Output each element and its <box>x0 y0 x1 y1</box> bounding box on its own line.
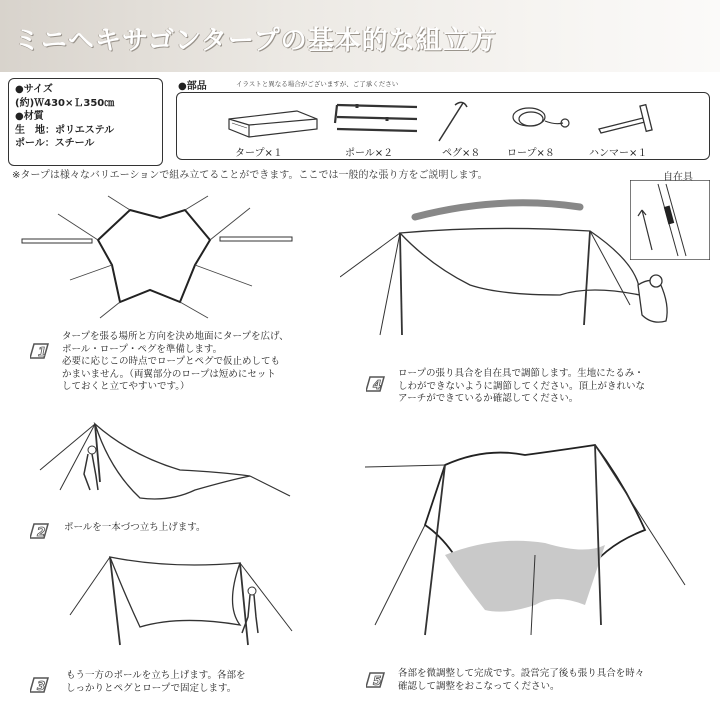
hammer-icon <box>599 105 652 133</box>
specs-box <box>8 78 163 166</box>
page-title: ミニヘキサゴンタープの基本的な組立方 <box>14 26 497 56</box>
material-label: ●材質 <box>15 111 44 122</box>
part-label-peg: ペグ×８ <box>442 148 481 159</box>
step-2-illustration <box>20 410 300 510</box>
part-label-tarp: タープ×１ <box>235 148 283 159</box>
step-1-badge <box>30 342 52 360</box>
fabric-material: 生 地：ポリエステル <box>15 124 115 136</box>
folded-tarp-icon <box>229 111 317 137</box>
step-2-number: 2 <box>37 525 46 539</box>
variation-note: ※タープは様々なバリエーションで組み立てることができます。ここでは一般的な張り方をご説明します。 <box>12 170 488 181</box>
step-5-number: 5 <box>373 674 382 688</box>
step-4-badge <box>366 375 388 393</box>
rope-icon <box>513 108 569 127</box>
step-4-text: ロープの張り具合を自在具で調節します。生地にたるみ・ しわができないように調節してください。頂上がきれいな アーチができているか確認してください。 <box>398 368 646 404</box>
parts-box <box>176 92 710 160</box>
part-label-hammer: ハンマー×１ <box>589 148 648 159</box>
part-label-pole: ポール×２ <box>345 148 394 159</box>
pole-set-icon <box>335 104 417 131</box>
adjuster-label: 自在具 <box>663 172 693 183</box>
size-label: ●サイズ <box>15 84 53 95</box>
parts-heading: ●部品 <box>178 81 207 92</box>
part-label-rope: ロープ×８ <box>507 148 555 159</box>
step-3-number: 3 <box>37 679 46 693</box>
step-5-text: 各部を微調整して完成です。設営完了後も張り具合を時々 確認して調整をおこなってください。 <box>398 668 645 692</box>
step-5-badge <box>366 671 388 689</box>
size-value: (約)Ｗ430×Ｌ350㎝ <box>15 97 115 109</box>
step-1-illustration <box>20 190 320 320</box>
step-1-text: タープを張る場所と方向を決め地面にタープを広げ、 ポール・ロープ・ペグを準備します。 必要に応じこの時点でロープとペグで仮止めしても かまいません。（両翼部分のロープは短めにセット しておくと立てやすいです。） <box>62 331 289 392</box>
step-2-text: ポールを一本づつ立ち上げます。 <box>64 522 206 533</box>
step-3-text: もう一方のポールを立ち上げます。各部を しっかりとペグとロープで固定します。 <box>66 670 246 694</box>
step-2-badge <box>30 522 52 540</box>
title-banner <box>0 0 720 72</box>
step-5-illustration <box>355 425 715 650</box>
step-3-badge <box>30 676 52 694</box>
step-3-illustration <box>20 545 310 655</box>
peg-icon <box>439 102 467 141</box>
step-4-number: 4 <box>373 378 382 392</box>
adjuster-inset <box>630 180 710 260</box>
step-1-number: 1 <box>38 345 47 359</box>
pole-material: ポール：スチール <box>15 138 95 149</box>
parts-disclaimer: イラストと異なる場合がございますが、ご了承ください <box>236 80 399 88</box>
